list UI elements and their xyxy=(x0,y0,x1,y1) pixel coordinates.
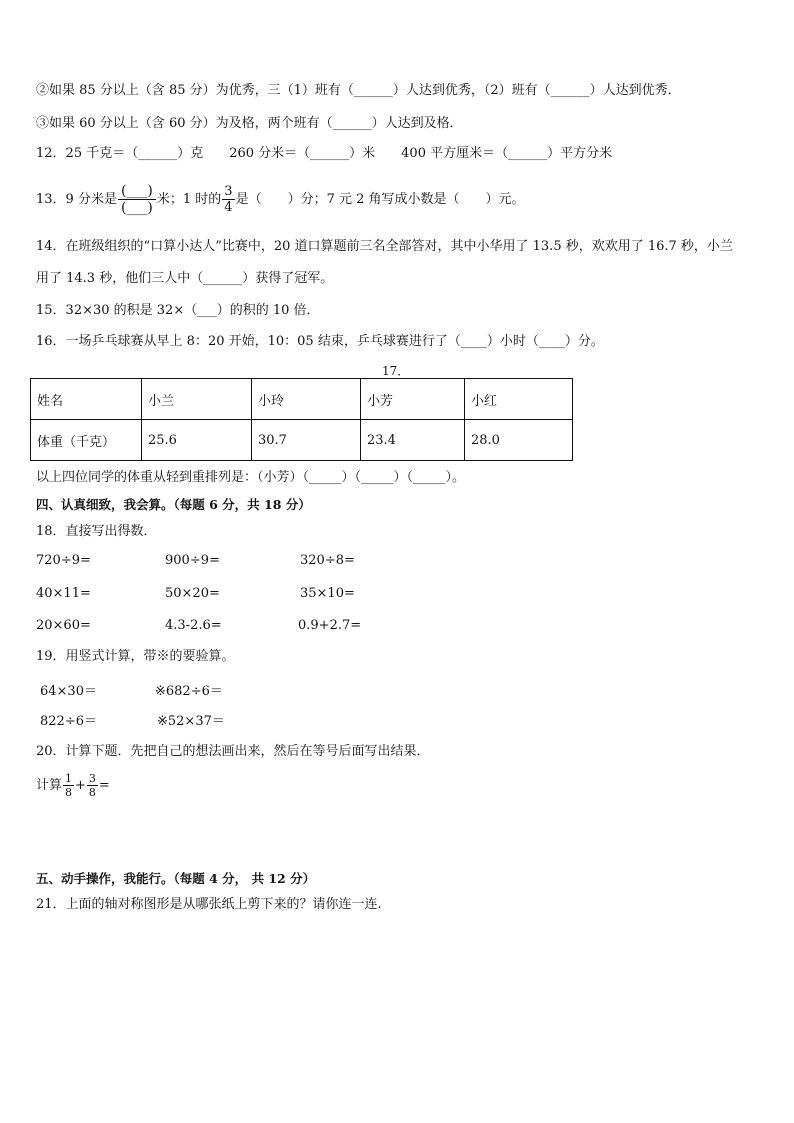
table-cell: 30.7 xyxy=(252,420,361,461)
frac-den: 8 xyxy=(65,786,73,799)
table-row xyxy=(31,420,573,461)
q13-fraction-three-quarters xyxy=(222,185,234,214)
section-5-heading: 五、动手操作，我能行。（每题 4 分， 共 12 分） xyxy=(36,871,316,886)
calc-item: 822÷6＝ xyxy=(40,714,97,729)
calc-item: 320÷8= xyxy=(300,553,355,568)
q19-title: 19．用竖式计算，带※的要验算。 xyxy=(36,649,235,664)
calc-item: 50×20= xyxy=(165,586,220,601)
q13-frac2-num: 3 xyxy=(224,184,233,199)
q13-frac-den: (___) xyxy=(120,200,153,216)
q21: 21．上面的轴对称图形是从哪张纸上剪下来的？请你连一连. xyxy=(36,897,382,912)
q13-prefix: 13．9 分米是 xyxy=(36,192,117,207)
plus-sign: + xyxy=(75,778,86,793)
section-4-heading: 四、认真细致，我会算。（每题 6 分，共 18 分） xyxy=(36,497,311,512)
calc-item: 720÷9= xyxy=(36,553,91,568)
q20-expression xyxy=(36,768,110,804)
q13-suffix: 是（ ）分；7 元 2 角写成小数是（ ）元。 xyxy=(235,192,525,207)
q15: 15．32×30 的积是 32×（___）的积的 10 倍． xyxy=(36,303,320,318)
table-cell: 小兰 xyxy=(142,379,252,420)
calc-item: 20×60= xyxy=(36,618,91,633)
calc-item: 64×30＝ xyxy=(40,684,97,699)
q14-line2: 用了 14.3 秒，他们三人中（______）获得了冠军。 xyxy=(36,271,334,286)
q20-prefix: 计算 xyxy=(36,778,63,793)
q14-line1: 14．在班级组织的“口算小达人”比赛中，20 道口算题前三名全部答对，其中小华用了 13.5 秒，欢欢用了 16.7 秒，小兰 xyxy=(36,239,733,254)
q12: 12．25 千克＝（______）克 260 分米＝（______）米 400 平方厘米＝（______）平方分米 xyxy=(36,146,613,161)
q18-title: 18．直接写出得数． xyxy=(36,524,157,539)
q11-line3: ③如果 60 分以上（含 60 分）为及格，两个班有（______）人达到及格． xyxy=(36,116,463,131)
fraction-one-eighth xyxy=(63,773,74,798)
q13-fraction-blank xyxy=(118,183,156,216)
q13 xyxy=(36,178,525,222)
table-cell: 小芳 xyxy=(361,379,465,420)
q13-frac2-den: 4 xyxy=(224,200,233,215)
frac-den: 8 xyxy=(88,786,96,799)
table-cell: 25.6 xyxy=(142,420,252,461)
fraction-three-eighths xyxy=(87,773,98,798)
calc-item: 35×10= xyxy=(300,586,355,601)
calc-item: ※52×37＝ xyxy=(157,714,225,729)
calc-item: 0.9+2.7= xyxy=(298,618,362,633)
frac-num: 3 xyxy=(88,772,96,785)
q17-after: 以上四位同学的体重从轻到重排列是：（小芳）（_____）（_____）（_____）。 xyxy=(36,470,466,485)
table-cell: 姓名 xyxy=(31,379,142,420)
table-cell: 23.4 xyxy=(361,420,465,461)
calc-item: 900÷9= xyxy=(165,553,220,568)
frac-num: 1 xyxy=(65,772,73,785)
q17-number: 17． xyxy=(382,364,410,378)
q20-title: 20．计算下题．先把自己的想法画出来，然后在等号后面写出结果． xyxy=(36,744,430,759)
calc-item: 40×11= xyxy=(36,586,91,601)
table-cell: 小玲 xyxy=(252,379,361,420)
q16: 16．一场乒乓球赛从早上 8：20 开始，10：05 结束，乒乓球赛进行了（____）小时（____）分。 xyxy=(36,334,604,349)
calc-item: 4.3-2.6= xyxy=(165,618,222,633)
q13-frac-num: (___) xyxy=(118,183,156,200)
q13-mid: 米；1 时的 xyxy=(156,192,222,207)
table-cell: 体重（千克） xyxy=(31,420,142,461)
table-cell: 28.0 xyxy=(465,420,573,461)
table-cell: 小红 xyxy=(465,379,573,420)
table-row-header xyxy=(31,379,573,420)
calc-item: ※682÷6＝ xyxy=(155,684,223,699)
equals-sign: = xyxy=(98,778,110,793)
q11-line2: ②如果 85 分以上（含 85 分）为优秀，三（1）班有（______）人达到优秀，（2）班有（______）人达到优秀． xyxy=(36,83,681,98)
weight-table xyxy=(30,378,573,461)
